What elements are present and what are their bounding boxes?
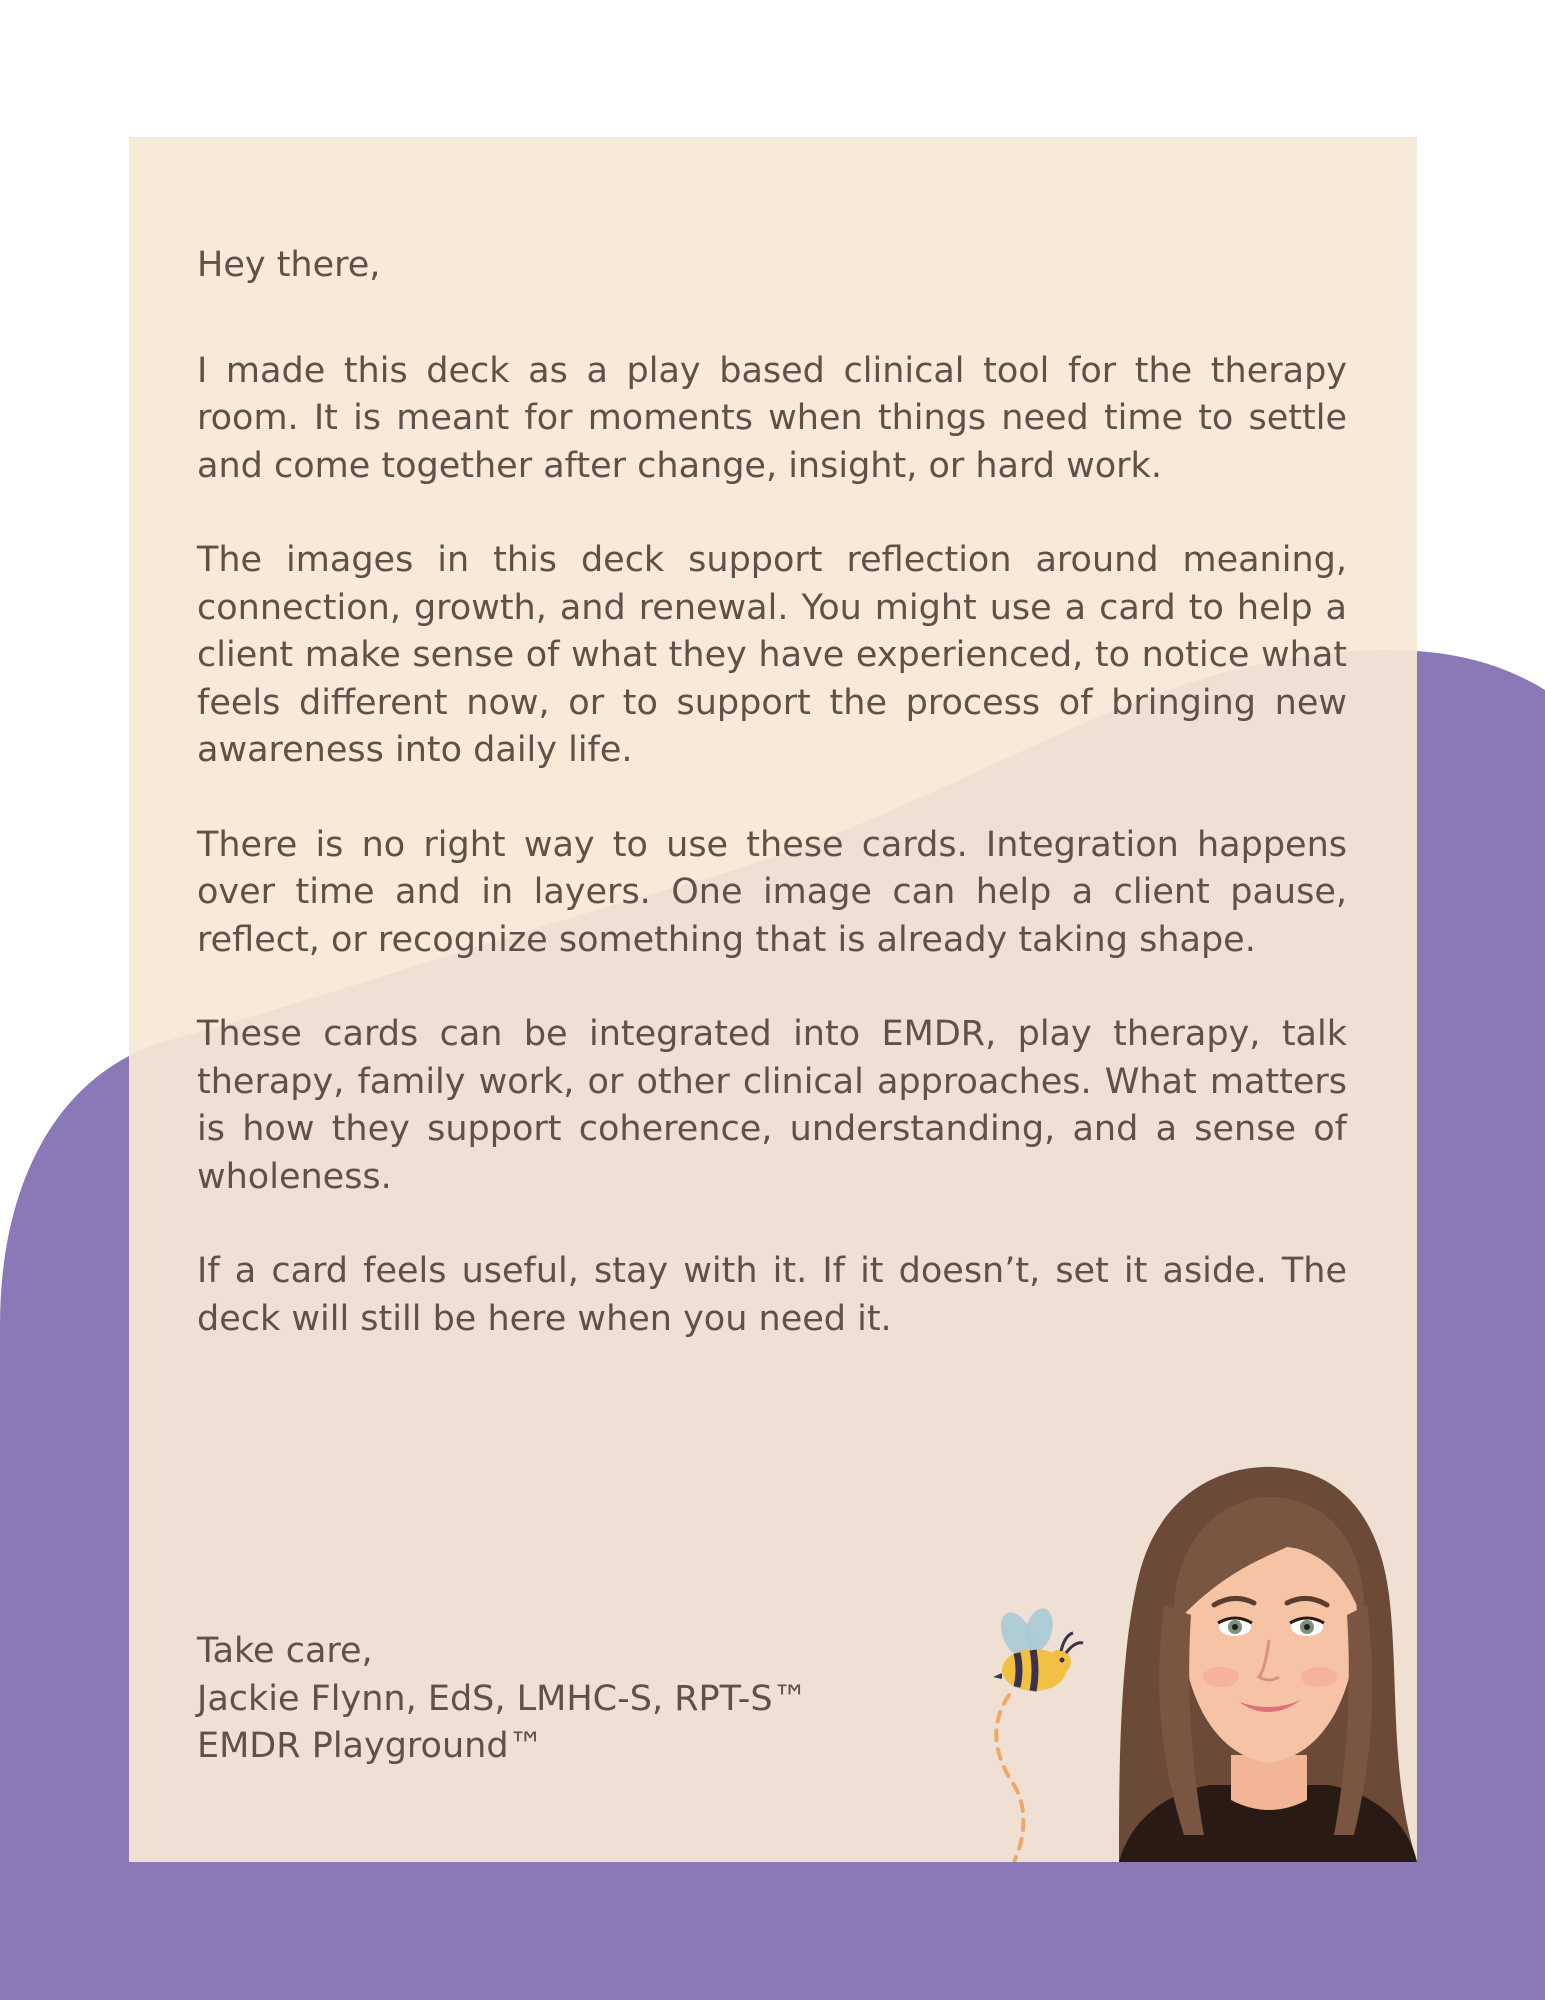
bee-icon bbox=[993, 1605, 1083, 1691]
paragraph-approaches: These cards can be integrated into EMDR, play therapy, talk therapy, family work, or other clinical approaches. What matters is how they support coherence, understanding, and a sense of wholeness. bbox=[197, 1014, 1347, 1197]
organization-name: EMDR Playground™ bbox=[197, 1726, 544, 1766]
paragraph-intro: I made this deck as a play based clinical tool for the therapy room. It is meant for moments when things need time to settle and come together after change, insight, or hard work. bbox=[197, 350, 1347, 486]
woman-avatar-illustration bbox=[969, 1455, 1417, 1862]
signoff-text: Take care, bbox=[197, 1631, 373, 1671]
greeting: Hey there, bbox=[197, 245, 381, 285]
paragraph-no-right-way: There is no right way to use these cards. Integration happens over time and in layers. One image can help a client pause, reflect, or recognize something that is already taking shape. bbox=[197, 824, 1347, 960]
paragraph-closing: If a card feels useful, stay with it. If it doesn’t, set it aside. The deck will still be here when you need it. bbox=[197, 1251, 1347, 1339]
author-name: Jackie Flynn, EdS, LMHC-S, RPT-S™ bbox=[197, 1678, 808, 1719]
signature-block bbox=[197, 1628, 808, 1771]
paragraph-images: The images in this deck support reflection around meaning, connection, growth, and renewal. You might use a card to help a client make sense of what they have experienced, to notice what feels different now, or to support the process of bringing new awareness into daily life. bbox=[197, 540, 1347, 770]
letter-body bbox=[197, 242, 1347, 1390]
letter-card bbox=[129, 137, 1417, 1862]
